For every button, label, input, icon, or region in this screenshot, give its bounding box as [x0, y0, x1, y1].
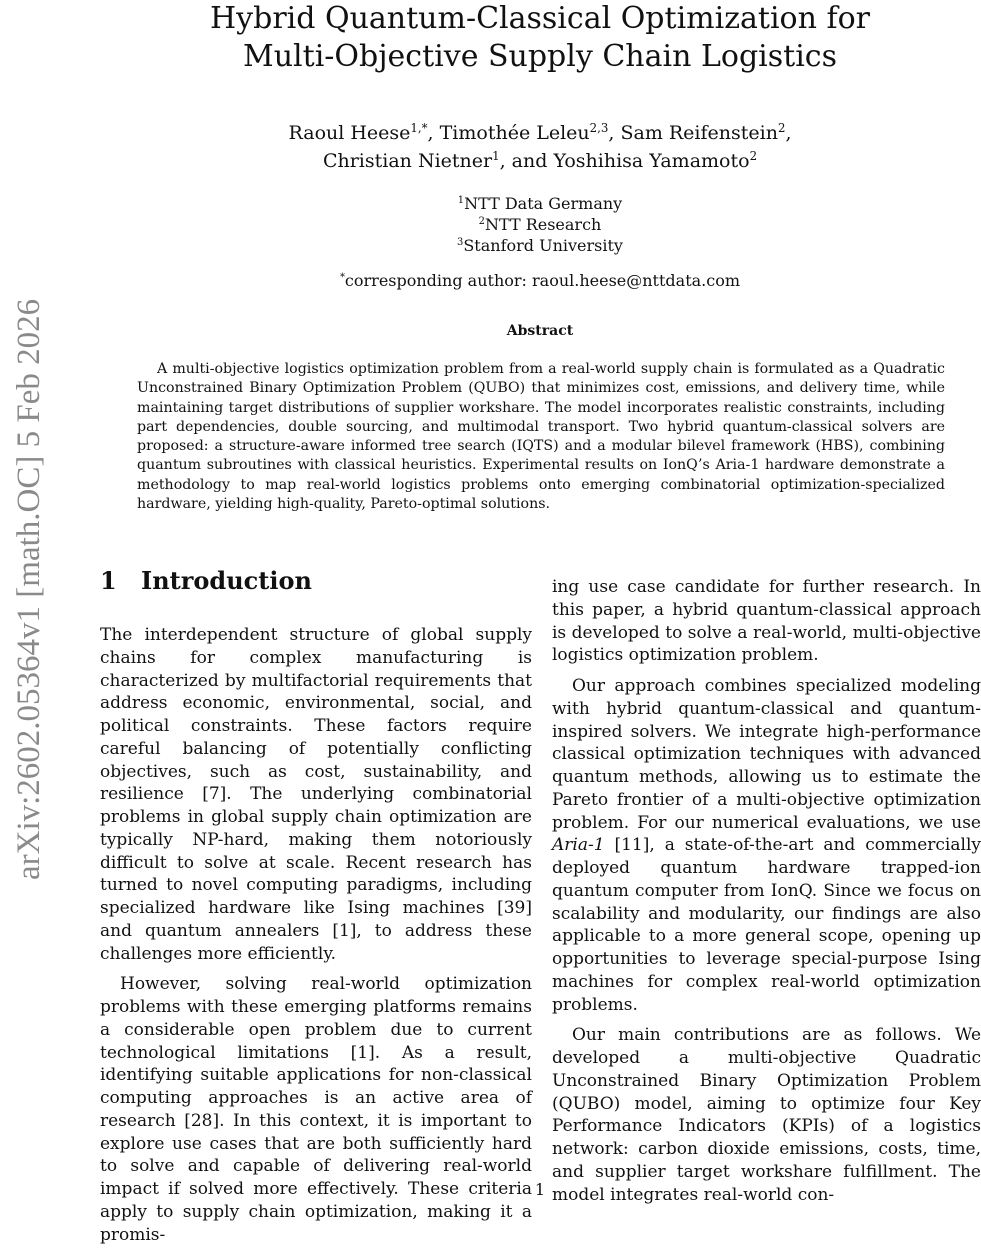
- affiliation: $^2$NTT Research: [478, 215, 602, 234]
- corresponding-author: *corresponding author: raoul.heese@nttdata.com: [339, 271, 741, 290]
- paragraph: Our main contributions are as follows. We developed a multi-objective Quadratic Unconstrained Binary Optimization Problem (QUBO) model, aiming to optimize four Key Performance Indicators (KPIs) of a logistics network: carbon dioxide emissions, costs, time, and supplier target workshare fulfillment. The model integrates real-world con-: [552, 1025, 981, 1205]
- hardware-name: Aria-1: [552, 835, 605, 856]
- page-number: 1: [534, 1180, 546, 1199]
- left-column: [100, 624, 532, 1254]
- section-number: 1: [100, 566, 117, 595]
- arxiv-identifier-stamp: arXiv:2602.05364v1 [math.OC] 5 Feb 2026: [11, 298, 47, 880]
- abstract-text: A multi-objective logistics optimization problem from a real-world supply chain is formulated as a Quadratic Unconstrained Binary Optimization Problem (QUBO) that minimizes cost, emissions, and delivery time, while maintaining target distributions of supplier workshare. The model incorporates realistic constraints, including part dependencies, double sourcing, and multimodal transport. Two hybrid quantum-classical solvers are proposed: a structure-aware informed tree search (IQTS) and a modular bilevel framework (HBS), combining quantum subroutines with classical heuristics. Experimental results on IonQ’s Aria-1 hardware demonstrate a methodology to map real-world logistics problems onto emerging combinatorial optimization-specialized hardware, yielding high-quality, Pareto-optimal solutions.: [137, 361, 945, 513]
- affiliation: $^1$NTT Data Germany: [457, 194, 623, 213]
- section-title: Introduction: [141, 566, 312, 595]
- author: Sam Reifenstein$^2$,: [620, 120, 792, 144]
- affiliation-list: [100, 193, 980, 256]
- title-line-2: Multi-Objective Supply Chain Logistics: [243, 39, 837, 74]
- author: Timothée Leleu$^{2,3}$,: [439, 120, 621, 144]
- paragraph-continuation: ing use case candidate for further research. In this paper, a hybrid quantum-classical approach is developed to solve a real-world, multi-objective logistics optimization problem.: [552, 577, 981, 666]
- title-line-1: Hybrid Quantum-Classical Optimization for: [210, 1, 870, 36]
- paragraph: Our approach combines specialized modeling with hybrid quantum-classical and quantum-inspired solvers. We integrate high-performance classical optimization techniques with advanced quantum methods, allowing us to estimate the Pareto frontier of a multi-objective optimization problem. For our numerical evaluations, we use Aria-1 [11], a state-of-the-art and commercially deployed quantum hardware trapped-ion quantum computer from IonQ. Since we focus on scalability and modularity, our findings are also applicable to a more general scope, opening up opportunities to leverage special-purpose Ising machines for complex real-world optimization problems.: [552, 676, 981, 1015]
- abstract-heading: Abstract: [506, 323, 574, 339]
- section-heading: [100, 564, 312, 598]
- author-list: [100, 119, 980, 175]
- paragraph: However, solving real-world optimization problems with these emerging platforms remains a considerable open problem due to current technological limitations [1]. As a result, identifying suitable applications for non-classical computing approaches is an active area of research [28]. In this context, it is important to explore use cases that are both sufficiently hard to solve and capable of delivering real-world impact if solved more effectively. These criteria apply to supply chain optimization, making it a promis-: [100, 974, 532, 1245]
- author: Yoshihisa Yamamoto$^2$: [553, 148, 758, 172]
- right-column: [552, 576, 981, 1214]
- affiliation: $^3$Stanford University: [457, 236, 623, 255]
- author: Christian Nietner$^1$, and: [322, 148, 554, 172]
- paragraph: The interdependent structure of global supply chains for complex manufacturing is characterized by multifactorial requirements that address economic, environmental, social, and political constraints. These factors require careful balancing of potentially conflicting objectives, such as cost, sustainability, and resilience [7]. The underlying combinatorial problems in global supply chain optimization are typically NP-hard, making them notoriously difficult to solve at scale. Recent research has turned to novel computing paradigms, including specialized hardware like Ising machines [39] and quantum annealers [1], to address these challenges more efficiently.: [100, 625, 532, 964]
- paper-title: [100, 0, 980, 76]
- author: Raoul Heese$^{1,*}$,: [288, 120, 440, 144]
